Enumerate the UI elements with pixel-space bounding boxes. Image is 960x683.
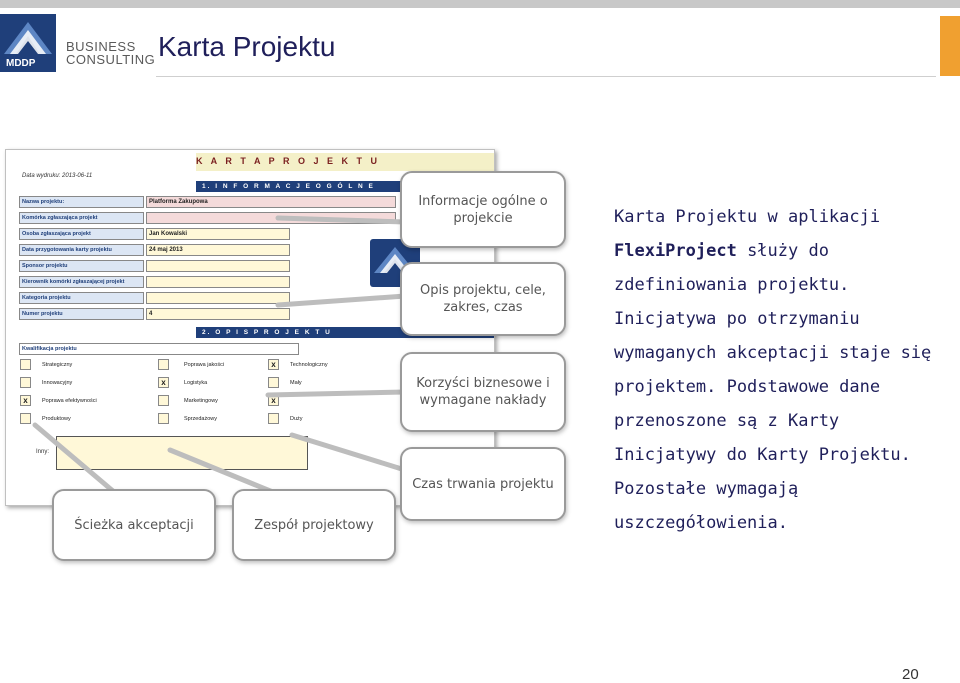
page-title: Karta Projektu xyxy=(158,31,336,62)
description-prefix: Karta Projektu w aplikacji xyxy=(614,207,881,227)
checkbox-label: Sprzedażowy xyxy=(184,416,218,422)
form-title: K A R T A P R O J E K T U xyxy=(196,153,495,171)
field-value[interactable]: 24 maj 2013 xyxy=(146,244,290,256)
checkbox[interactable]: x xyxy=(268,395,279,406)
field-label: Nazwa projektu: xyxy=(19,196,144,208)
checkbox-label: Poprawa jakości xyxy=(184,362,225,368)
field-label: Data przygotowania karty projektu xyxy=(19,244,144,256)
print-date: Data wydruku: 2013-06-11 xyxy=(22,173,93,179)
page-number: 20 xyxy=(902,666,919,683)
other-label: Inny: xyxy=(36,449,50,455)
description-body: służy do zdefiniowania projektu. Inicjatywa po otrzymaniu wymaganych akceptacji staje się projektem. Podstawowe dane przenoszone są z Karty Inicjatywy do Karty Projektu. Pozostałe wymagają uszczegółowienia. xyxy=(614,241,932,533)
checkbox-label: Poprawa efektywności xyxy=(42,398,97,404)
field-label: Numer projektu xyxy=(19,308,144,320)
checkbox[interactable]: x xyxy=(268,359,279,370)
checkbox-label: Duży xyxy=(290,416,303,422)
callout-description: Opis projektu, cele, zakres, czas xyxy=(400,262,566,336)
checkbox[interactable]: x xyxy=(20,395,31,406)
logo-line2: CONSULTING xyxy=(66,52,156,67)
callout-general-info: Informacje ogólne o projekcie xyxy=(400,171,566,248)
field-label: Kategoria projektu xyxy=(19,292,144,304)
field-value[interactable]: 4 xyxy=(146,308,290,320)
logo-line1: BUSINESS xyxy=(66,39,136,54)
section-general-info: 1. I N F O R M A C J E O G Ó L N E xyxy=(196,181,495,192)
checkbox-label: Technologiczny xyxy=(290,362,328,368)
field-label: Kierownik komórki zgłaszającej projekt xyxy=(19,276,144,288)
checkbox-label: Produktowy xyxy=(42,416,71,422)
checkbox-label: Innowacyjny xyxy=(42,380,73,386)
field-label: Sponsor projektu xyxy=(19,260,144,272)
section-project-description: 2. O P I S P R O J E K T U xyxy=(196,327,495,338)
description-paragraph xyxy=(614,200,949,540)
callout-duration: Czas trwania projektu xyxy=(400,447,566,521)
checkbox-label: Marketingowy xyxy=(184,398,218,404)
checkbox-label: Mały xyxy=(290,380,302,386)
qualification-label: Kwalifikacja projektu xyxy=(19,343,299,355)
field-label: Osoba zgłaszająca projekt xyxy=(19,228,144,240)
field-value[interactable]: Platforma Zakupowa xyxy=(146,196,396,208)
checkbox[interactable]: x xyxy=(158,377,169,388)
field-label: Komórka zgłaszająca projekt xyxy=(19,212,144,224)
callout-approval-path: Ścieżka akceptacji xyxy=(52,489,216,561)
callout-team: Zespół projektowy xyxy=(232,489,396,561)
app-name: FlexiProject xyxy=(614,241,737,261)
callout-benefits: Korzyści biznesowe i wymagane nakłady xyxy=(400,352,566,432)
checkbox-label: Strategiczny xyxy=(42,362,73,368)
field-value[interactable]: Jan Kowalski xyxy=(146,228,290,240)
checkbox-label: Logistyka xyxy=(184,380,208,386)
logo-mark: MDDP xyxy=(6,58,36,69)
